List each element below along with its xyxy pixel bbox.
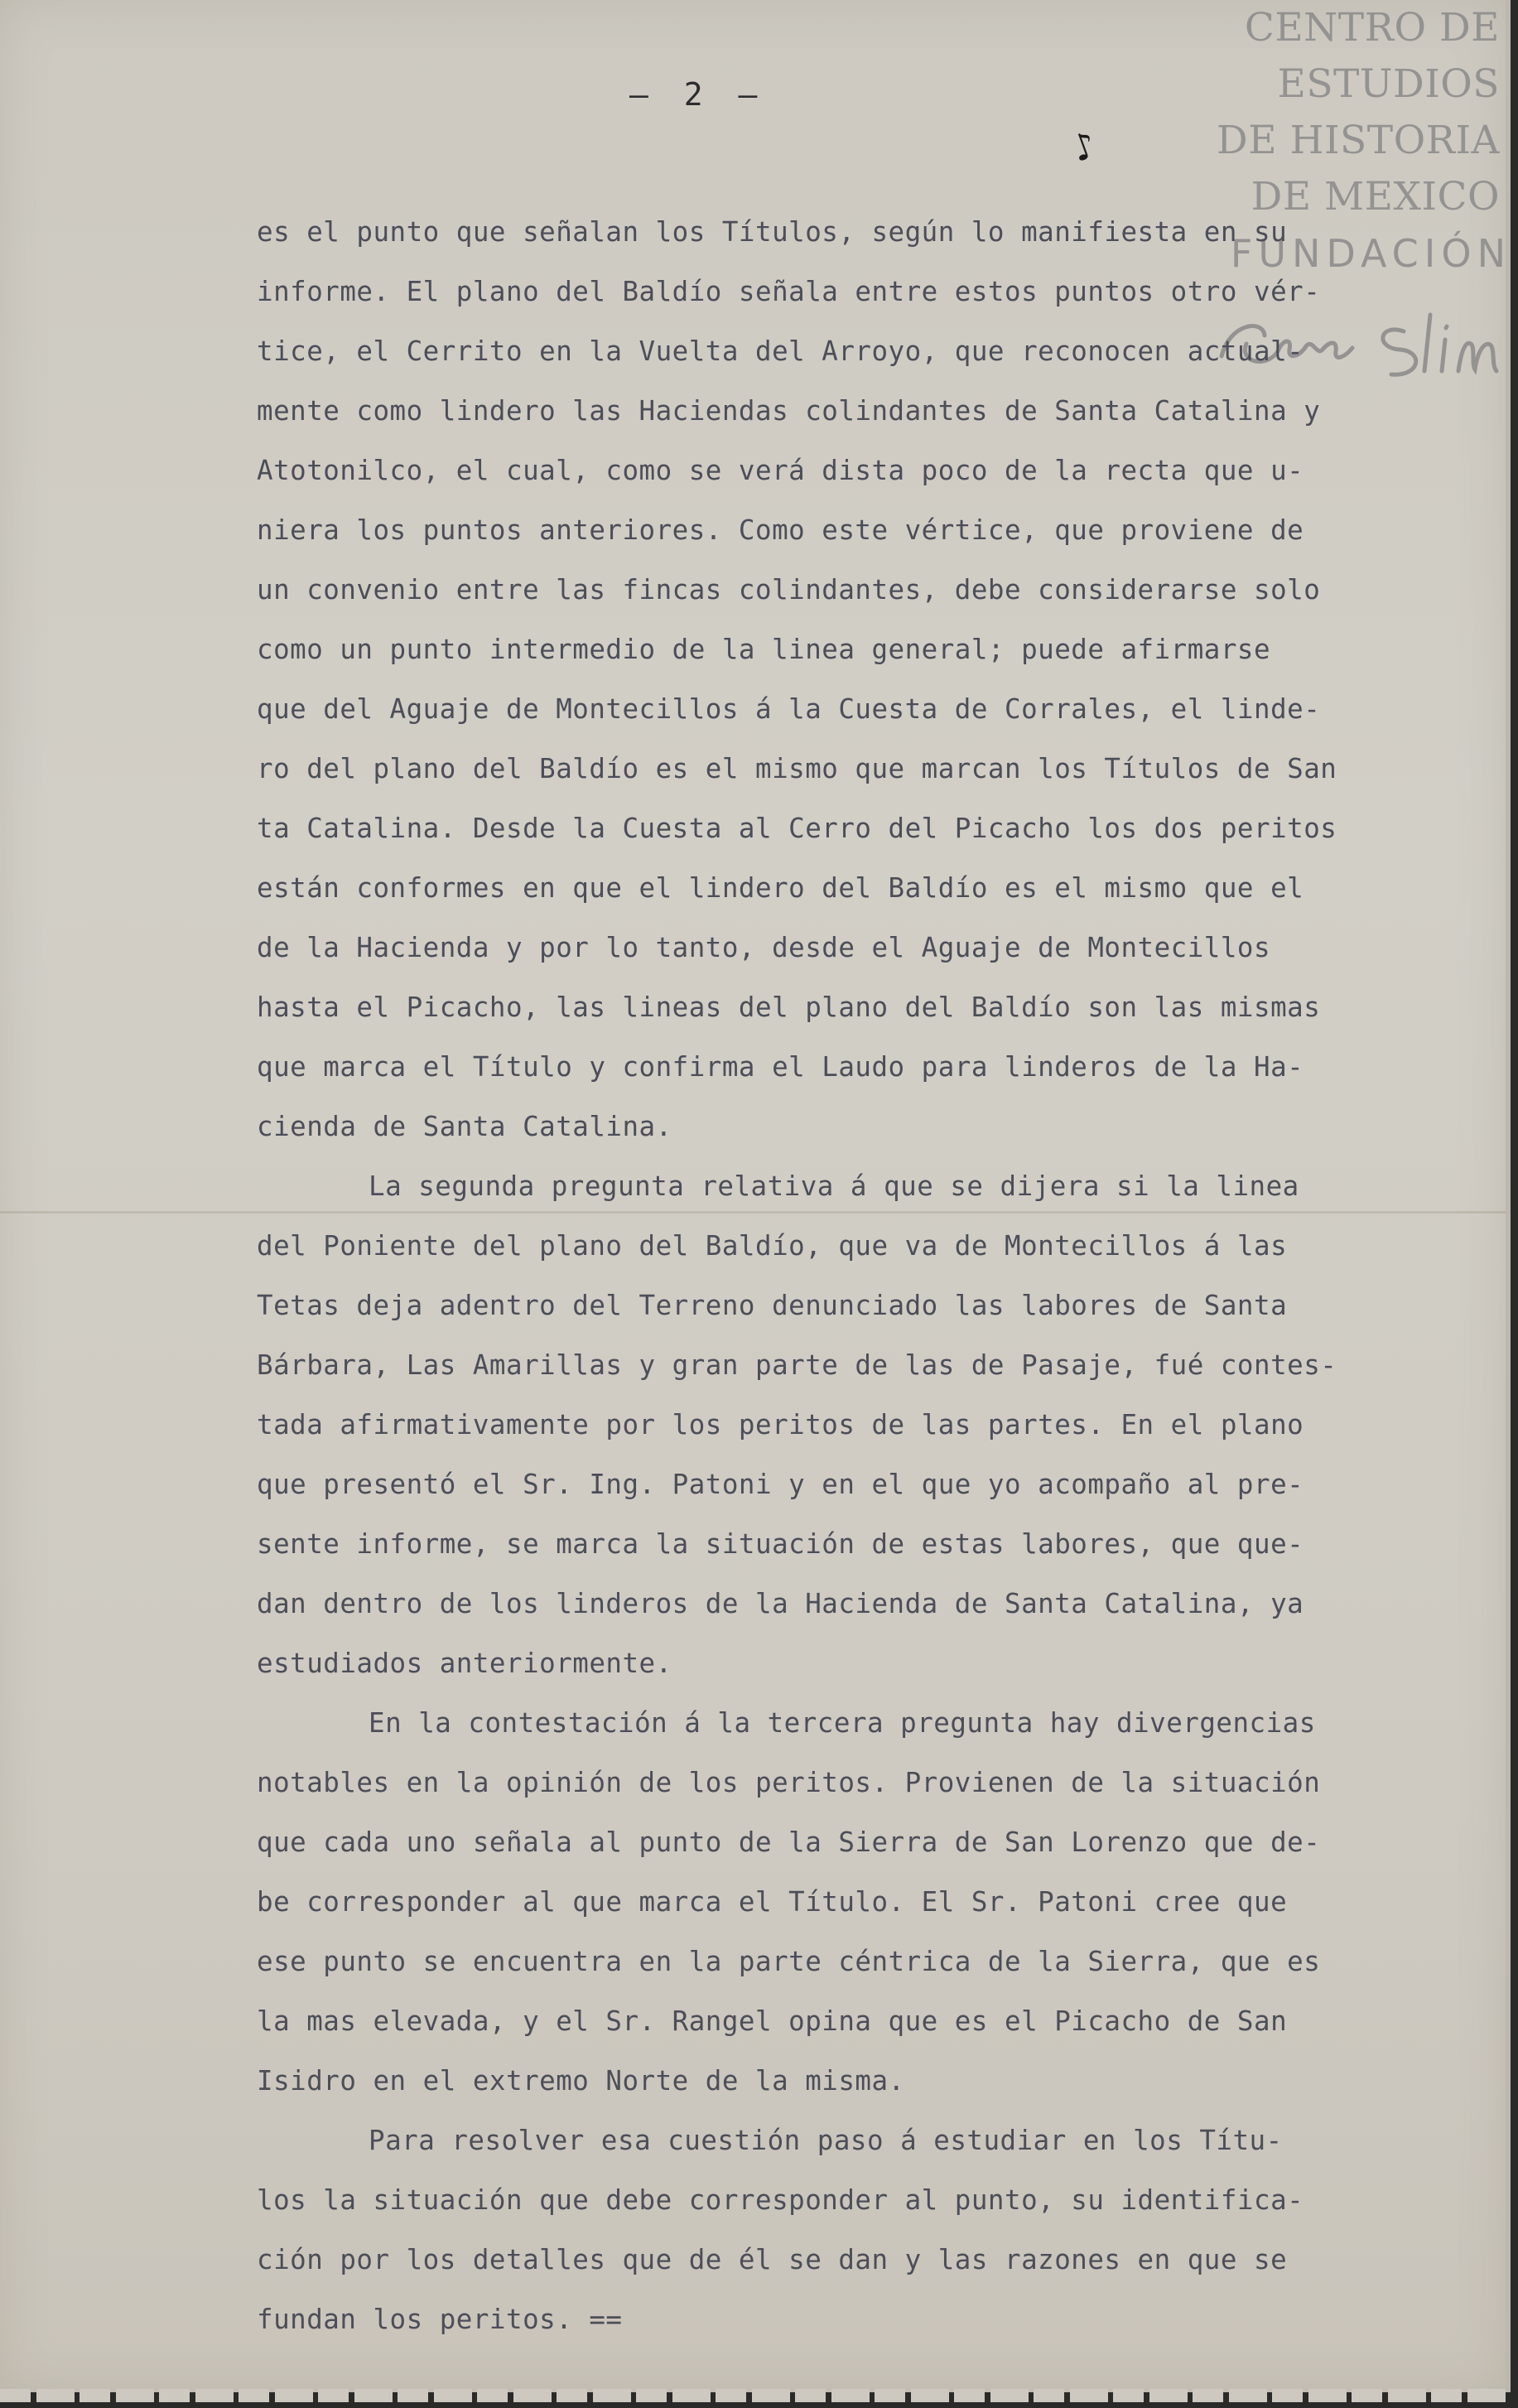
text-line: tada afirmativamente por los peritos de las partes. En el plano (257, 1409, 1304, 1440)
text-line: están conformes en que el lindero del Baldío es el mismo que el (257, 872, 1304, 904)
text-line: hasta el Picacho, las lineas del plano del Baldío son las mismas (257, 992, 1321, 1023)
text-line: un convenio entre las fincas colindantes, debe considerarse solo (257, 574, 1321, 606)
text-line: la mas elevada, y el Sr. Rangel opina que es el Picacho de San (257, 2005, 1288, 2037)
text-line: estudiados anteriormente. (257, 1648, 672, 1679)
stamp-line-5: FUNDACIÓN (1230, 231, 1511, 276)
text-line: Atotonilco, el cual, como se verá dista poco de la recta que u- (257, 455, 1304, 486)
text-line: es el punto que señalan los Títulos, según lo manifiesta en su (257, 216, 1288, 248)
stamp-line-3: DE HISTORIA (1217, 118, 1500, 163)
typed-body-text (257, 202, 1441, 2349)
text-line: ta Catalina. Desde la Cuesta al Cerro del Picacho los dos peritos (257, 813, 1337, 844)
stamp-line-4: DE MEXICO (1251, 174, 1500, 220)
text-line: ción por los detalles que de él se dan y las razones en que se (257, 2244, 1288, 2275)
text-line: tice, el Cerrito en la Vuelta del Arroyo, que reconocen actual- (257, 335, 1304, 367)
text-line: del Poniente del plano del Baldío, que va de Montecillos á las (257, 1230, 1288, 1262)
stamp-line-2: ESTUDIOS (1277, 61, 1500, 107)
text-line: ro del plano del Baldío es el mismo que marcan los Títulos de San (257, 753, 1337, 784)
text-line: que marca el Título y confirma el Laudo para linderos de la Ha- (257, 1051, 1304, 1083)
paragraph-first-line: La segunda pregunta relativa á que se dijera si la linea (369, 1170, 1299, 1202)
text-line: mente como lindero las Haciendas colindantes de Santa Catalina y (257, 395, 1321, 427)
text-line: sente informe, se marca la situación de estas labores, que que- (257, 1528, 1304, 1560)
text-line: que presentó el Sr. Ing. Patoni y en el que yo acompaño al pre- (257, 1469, 1304, 1500)
text-line: cienda de Santa Catalina. (257, 1111, 672, 1142)
text-line: de la Hacienda y por lo tanto, desde el Aguaje de Montecillos (257, 932, 1271, 963)
text-line: informe. El plano del Baldío señala entre estos puntos otro vér- (257, 276, 1321, 307)
text-line: que cada uno señala al punto de la Sierra de San Lorenzo que de- (257, 1827, 1321, 1858)
page-number: — 2 — (629, 76, 766, 113)
paragraph-first-line: En la contestación á la tercera pregunta hay divergencias (369, 1707, 1316, 1739)
text-line: be corresponder al que marca el Título. El Sr. Patoni cree que (257, 1886, 1288, 1918)
text-line: ese punto se encuentra en la parte céntrica de la Sierra, que es (257, 1946, 1321, 1977)
ink-mark: ♪ (1065, 121, 1103, 172)
text-line: que del Aguaje de Montecillos á la Cuesta de Corrales, el linde- (257, 693, 1321, 725)
stamp-line-1: CENTRO DE (1244, 5, 1500, 51)
text-line: Bárbara, Las Amarillas y gran parte de las de Pasaje, fué contes- (257, 1349, 1337, 1381)
paragraph-first-line: Para resolver esa cuestión paso á estudiar en los Títu- (369, 2125, 1283, 2156)
text-line: como un punto intermedio de la linea general; puede afirmarse (257, 634, 1271, 665)
text-line: notables en la opinión de los peritos. Provienen de la situación (257, 1767, 1321, 1798)
text-line: fundan los peritos. == (257, 2304, 623, 2335)
text-line: Isidro en el extremo Norte de la misma. (257, 2065, 905, 2097)
text-line: los la situación que debe corresponder al punto, su identifica- (257, 2184, 1304, 2216)
text-line: niera los puntos anteriores. Como este vértice, que proviene de (257, 514, 1304, 546)
text-line: dan dentro de los linderos de la Hacienda de Santa Catalina, ya (257, 1588, 1304, 1619)
text-line: Tetas deja adentro del Terreno denunciado las labores de Santa (257, 1290, 1288, 1321)
